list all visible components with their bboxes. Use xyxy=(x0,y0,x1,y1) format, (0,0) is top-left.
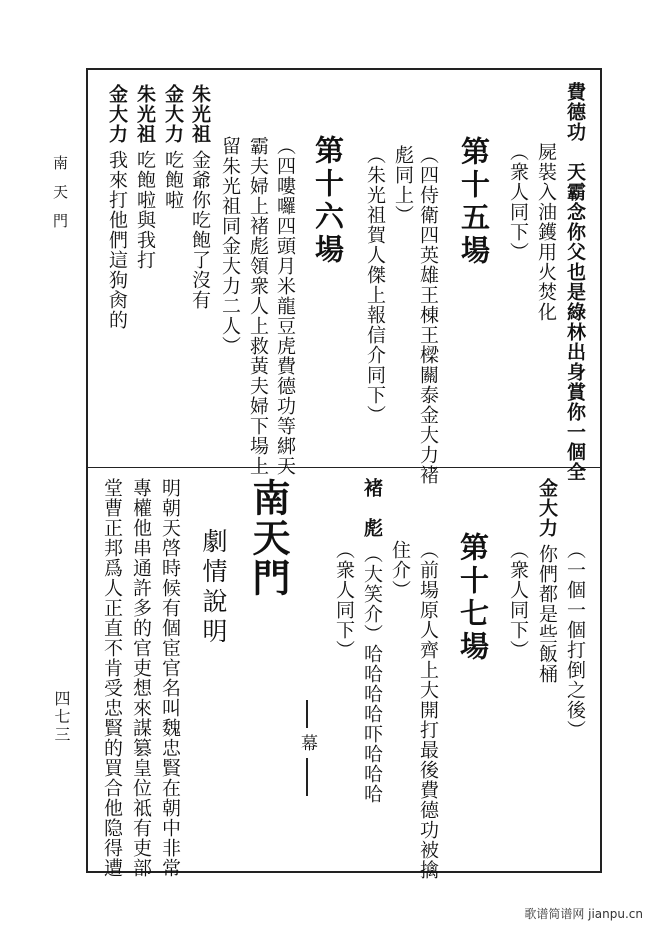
bottom-col-5: （前場原人齊上大開打最後費德功被擒 xyxy=(417,540,439,880)
curtain-line-bottom xyxy=(306,758,308,796)
bottom-col-6: 住介） xyxy=(389,540,411,600)
margin-title: 南天門 xyxy=(51,155,69,242)
bottom-col-7: 褚 彪（大笑介）哈哈哈哈吓哈哈哈 xyxy=(361,478,383,804)
synopsis-line-3: 堂曹正邦爲人正直不肯受忠賢的買合他隐得遭 xyxy=(101,478,123,878)
curtain-line-top xyxy=(306,700,308,728)
bottom-col-8: （衆人同下） xyxy=(333,540,355,660)
dialogue-jin-1: 金大力吃飽啦 xyxy=(162,84,184,210)
scene-16-title: 第十六場 xyxy=(311,135,345,267)
dialogue-zhu-2: 朱光祖吃飽啦與我打 xyxy=(134,84,156,270)
top-col-11: 留朱光祖同金大力二人） xyxy=(219,136,241,356)
scene-17-title: 第十七場 xyxy=(456,532,490,664)
synopsis-line-1: 明朝天啓時候有個宦官名叫魏忠賢在朝中非常 xyxy=(159,478,181,878)
speaker-zhu: 朱光祖 xyxy=(189,84,211,144)
bottom-col-1: （一個一個打倒之後） xyxy=(564,540,586,740)
watermark: 歌谱简谱网 jianpu.cn xyxy=(524,907,643,921)
dialogue-jin-2: 金大力我來打他們這狗肏的 xyxy=(106,84,128,330)
scene-15-title: 第十五場 xyxy=(457,136,491,268)
bottom-col-3: （衆人同下） xyxy=(507,540,529,660)
dialogue-zhu-1: 朱光祖金爺你吃飽了沒有 xyxy=(189,84,211,310)
synopsis-line-2: 專權他串通許多的官吏想來謀篡皇位祗有吏部 xyxy=(130,478,152,878)
top-col-10: 霸夫婦上褚彪領衆人上救黃夫婦下場上 xyxy=(247,136,269,476)
synopsis-title: 劇情說明 xyxy=(199,528,228,648)
section-divider xyxy=(86,467,602,468)
page-number: 四七三 xyxy=(52,690,71,744)
curtain-mark: 幕 xyxy=(297,734,317,752)
play-title: 南天門 xyxy=(246,478,291,598)
top-col-7: （朱光祖賀人傑上報信介同下） xyxy=(364,145,386,425)
top-col-5: （四侍衛四英雄王棟王樑關泰金大力褚 xyxy=(417,145,439,485)
top-col-2: 屍裝入油鑊用火焚化 xyxy=(535,142,557,322)
top-col-1: 費德功 天霸念你父也是綠林出身賞你一個全 xyxy=(564,82,586,482)
top-col-9: （四嘍囉四頭月米龍豆虎費德功等綁天 xyxy=(274,136,296,476)
top-col-3: （衆人同下） xyxy=(507,142,529,262)
bottom-col-2: 金大力你們都是些飯桶 xyxy=(536,478,558,684)
top-col-6: 彪同上） xyxy=(392,145,414,225)
speaker-jin: 金大力 xyxy=(162,84,184,144)
